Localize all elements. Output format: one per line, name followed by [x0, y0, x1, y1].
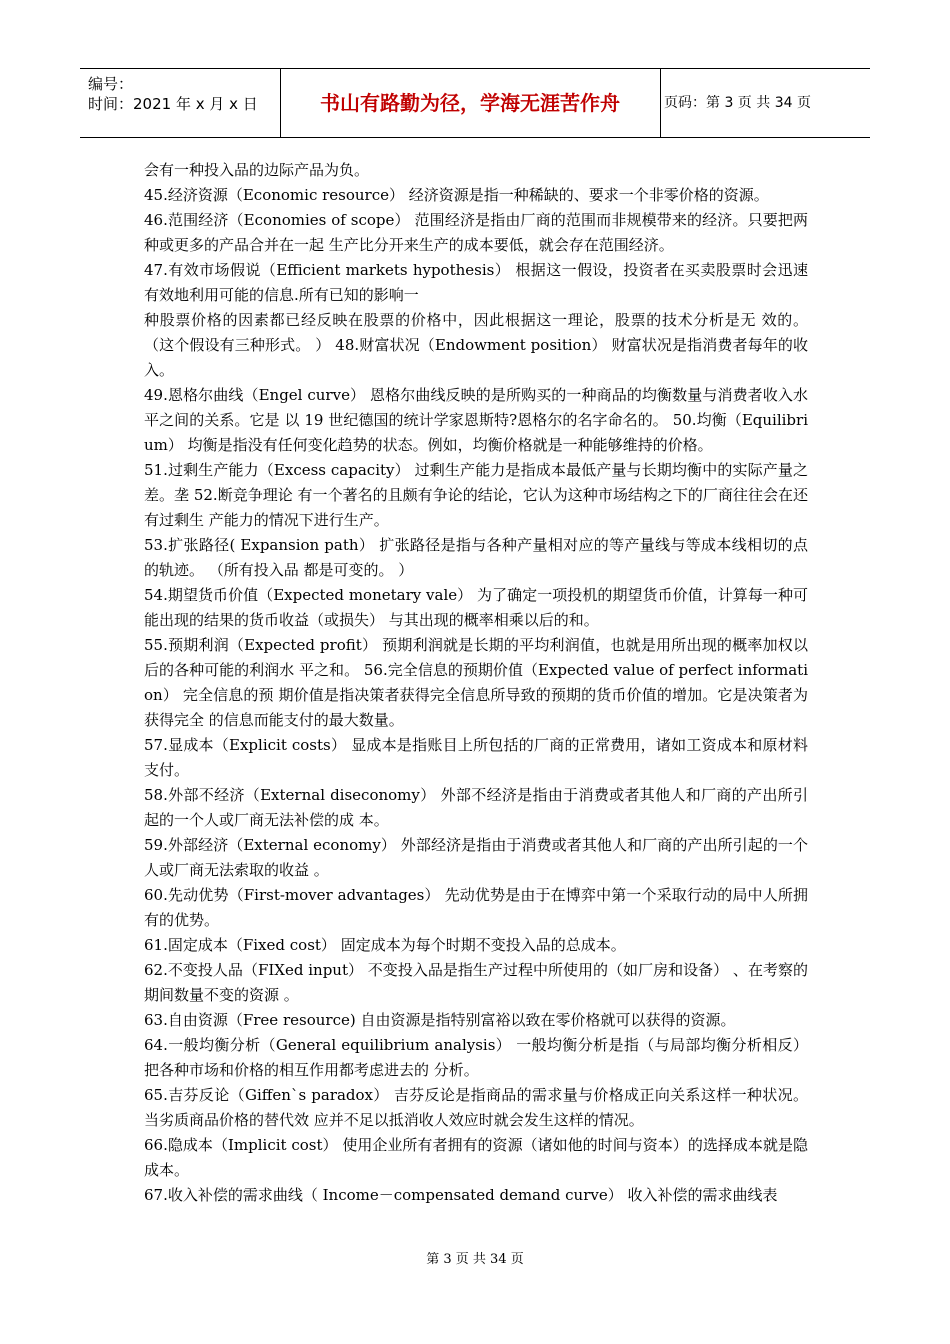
paragraph: 63.自由资源（Free resource) 自由资源是指特别富裕以致在零价格就可以获得的资源。: [144, 1011, 736, 1029]
document-body: [144, 158, 808, 1208]
header-motto: 书山有路勤为径，学海无涯苦作舟: [280, 69, 661, 137]
paragraph: 49.恩格尔曲线（Engel curve） 恩格尔曲线反映的是所购买的一种商品的均衡数量与消费者收入水平之间的关系。它是 以 19 世纪德国的统计学家恩斯特?恩格尔的名字命名的。 50.均衡（Equilibrium） 均衡是指没有任何变化趋势的状态。例如，均衡价格就是一种能够维持的价格。: [144, 386, 808, 454]
header-meta: [80, 69, 281, 137]
paragraph: 会有一种投入品的边际产品为负。: [144, 161, 370, 179]
paragraph: 55.预期利润（Expected profit） 预期利润就是长期的平均利润值，也就是用所出现的概率加权以后的各种可能的利润水 平之和。 56.完全信息的预期价值（Expected value of perfect information） 完全信息的预 期价值是指决策者获得完全信息所导致的预期的货币价值的增加。它是决策者为获得完全 的信息而能支付的最大数量。: [144, 636, 808, 729]
paragraph: 47.有效市场假说（Efficient markets hypothesis） 根据这一假设，投资者在买卖股票时会迅速有效地利用可能的信息.所有已知的影响一: [144, 261, 808, 304]
paragraph: 58.外部不经济（External diseconomy） 外部不经济是指由于消费或者其他人和厂商的产出所引起的一个人或厂商无法补偿的成 本。: [144, 786, 808, 829]
paragraph: 57.显成本（Explicit costs） 显成本是指账目上所包括的厂商的正常费用，诸如工资成本和原材料支付。: [144, 736, 808, 779]
page-footer: 第 3 页 共 34 页: [426, 1252, 524, 1267]
paragraph: 62.不变投人品（FIXed input） 不变投入品是指生产过程中所使用的（如厂房和设备） 、在考察的期间数量不变的资源 。: [144, 961, 808, 1004]
paragraph: 67.收入补偿的需求曲线（ Income－compensated demand curve） 收入补偿的需求曲线表: [144, 1186, 778, 1204]
header-page-info: 页码：第 3 页 共 34 页: [664, 95, 811, 111]
paragraph: 45.经济资源（Economic resource） 经济资源是指一种稀缺的、要求一个非零价格的资源。: [144, 186, 769, 204]
paragraph: 54.期望货币价值（Expected monetary vale） 为了确定一项投机的期望货币价值，计算每一种可能出现的结果的货币收益（或损失） 与其出现的概率相乘以后的和。: [144, 586, 808, 629]
paragraph: 61.固定成本（Fixed cost） 固定成本为每个时期不变投入品的总成本。: [144, 936, 626, 954]
paragraph: 65.吉芬反论（Giffen`s paradox） 吉芬反论是指商品的需求量与价格成正向关系这样一种状况。当劣质商品价格的替代效 应并不足以抵消收人效应时就会发生这样的情况。: [144, 1086, 808, 1129]
paragraph: 51.过剩生产能力（Excess capacity） 过剩生产能力是指成本最低产量与长期均衡中的实际产量之差。垄 52.断竞争理论 有一个著名的且颇有争论的结论，它认为这种市场结构之下的厂商往往会在还有过剩生 产能力的情况下进行生产。: [144, 461, 808, 529]
paragraph: 53.扩张路径( Expansion path） 扩张路径是指与各种产量相对应的等产量线与等成本线相切的点的轨迹。 （所有投入品 都是可变的。 ）: [144, 536, 808, 579]
paragraph: 64.一般均衡分析（General equilibrium analysis） 一般均衡分析是指（与局部均衡分析相反）把各种市场和价格的相互作用都考虑进去的 分析。: [144, 1036, 808, 1079]
document-date-label: 时间：2021 年 x 月 x 日: [88, 95, 258, 113]
paragraph: 59.外部经济（External economy） 外部经济是指由于消费或者其他人和厂商的产出所引起的一个人或厂商无法索取的收益 。: [144, 836, 808, 879]
page-header: [80, 68, 870, 138]
paragraph: 66.隐成本（Implicit cost） 使用企业所有者拥有的资源（诸如他的时间与资本）的选择成本就是隐成本。: [144, 1136, 808, 1179]
document-number-label: 编号：: [88, 75, 134, 93]
paragraph: 46.范围经济（Economies of scope） 范围经济是指由厂商的范围而非规模带来的经济。只要把两种或更多的产品合并在一起 生产比分开来生产的成本要低，就会存在范围经济。: [144, 211, 808, 254]
paragraph: 60.先动优势（First-mover advantages） 先动优势是由于在博弈中第一个采取行动的局中人所拥有的优势。: [144, 886, 808, 929]
paragraph: 种股票价格的因素都已经反映在股票的价格中，因此根据这一理论，股票的技术分析是无 效的。 （这个假设有三种形式。 ） 48.财富状况（Endowment position） 财富状况是指消费者每年的收入。: [144, 311, 808, 379]
